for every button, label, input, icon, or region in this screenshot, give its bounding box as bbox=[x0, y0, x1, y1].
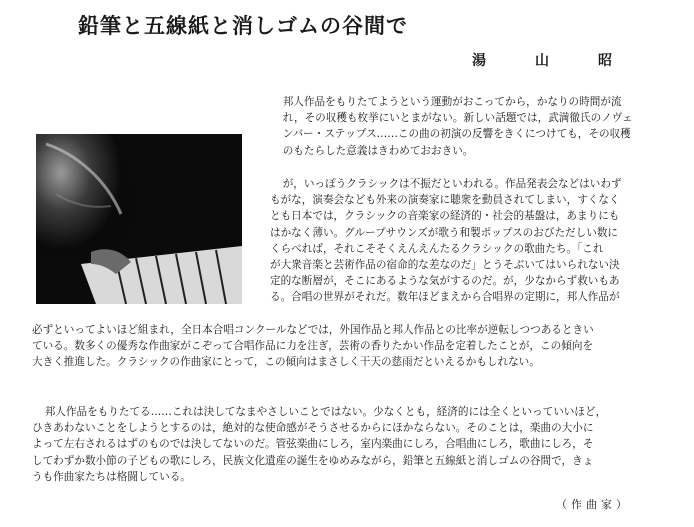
paragraph-line: とも日本では，クラシックの音楽家の経済的・社会的基盤は，あまりにも bbox=[270, 210, 620, 223]
paragraph-line: 邦人作品をもりたてる……これは決してなまやさしいことではない。少なくとも，経済的には全くといっていいほど， bbox=[44, 406, 607, 418]
paragraph-line: くらべれば，それこそそくえんえんたるクラシックの歌曲たち。「これ bbox=[270, 242, 604, 255]
paragraph-3 bbox=[32, 322, 682, 371]
paragraph-line: ンバー・ステップス……この曲の初演の反響をきくにつけても，その収穫 bbox=[282, 128, 631, 141]
paragraph-line: が大衆音楽と芸術作品の宿命的な差なのだ」とうそぶいてはいられない決 bbox=[270, 259, 620, 272]
author-signature: （作曲家） bbox=[556, 498, 631, 511]
paragraph-line: 大きく推進した。クラシックの作曲家にとって，この傾向はまさしく干天の慈雨だといえるかもしれない。 bbox=[32, 356, 540, 369]
paragraph-line: る。合唱の世界がそれだ。数年ほどまえから合唱界の定期に，邦人作品が bbox=[270, 291, 620, 304]
paragraph-line: 邦人作品をもりたてようという運動がおこってから，かなりの時間が流 bbox=[282, 96, 622, 108]
paragraph-line: もがな，演奏会なども外来の演奏家に聴衆を動員されてしまい，すくなく bbox=[270, 194, 620, 207]
paragraph-2 bbox=[270, 176, 682, 306]
author-given-name: 昭 bbox=[598, 53, 612, 69]
paragraph-line: のもたらした意義はきわめておおきい。 bbox=[282, 144, 474, 157]
paragraph-line: れ，その収穫も枚挙にいとまがない。新しい話題では，武満徹氏のノヴェ bbox=[282, 112, 633, 125]
author-portrait-photo bbox=[36, 134, 242, 304]
paragraph-line: が，いっぽうクラシックは不振だといわれる。作品発表会などはいわず bbox=[282, 178, 622, 190]
author-family-name: 湯 bbox=[472, 53, 486, 69]
paragraph-line: ている。数多くの優秀な作曲家がこぞって合唱作品に力を注ぎ，芸術の香りたかい作品を定着したことが，この傾向を bbox=[32, 340, 594, 353]
paragraph-line: 必ずといってよいほど組まれ，全日本合唱コンクールなどでは，外国作品と邦人作品との比率が逆転しつつあるときい bbox=[32, 324, 594, 336]
paragraph-line: うも作曲家たちは格闘している。 bbox=[32, 470, 191, 483]
article-title: 鉛筆と五線紙と消しゴムの谷間で bbox=[78, 13, 408, 38]
author-name bbox=[472, 50, 612, 70]
paragraph-line: よって左右されるはずのものでは決してないのだ。管弦楽曲にしろ，室内楽曲にしろ，合唱曲にしろ，歌曲にしろ，そ bbox=[32, 438, 594, 451]
paragraph-line: ひきあわないことをしようとするのは，絶対的な使命感がそうさせるからにほかならない。そのことは，楽曲の大小に bbox=[32, 422, 594, 435]
paragraph-line: はかなく薄い。グループサウンズが歌う和製ポップスのおびただしい数に bbox=[270, 226, 619, 239]
paragraph-line: してわずか数小節の子どもの歌にしろ，民族文化遺産の誕生をゆめみながら，鉛筆と五線紙と消しゴムの谷間で，きょ bbox=[32, 454, 594, 467]
paragraph-1 bbox=[270, 94, 682, 159]
paragraph-line: 定的な断層が，そこにあるような気がするのだ。が，少なからず救いもあ bbox=[270, 275, 620, 288]
paragraph-4 bbox=[32, 404, 682, 485]
author-middle-name: 山 bbox=[535, 53, 549, 69]
portrait-icon bbox=[36, 134, 242, 304]
